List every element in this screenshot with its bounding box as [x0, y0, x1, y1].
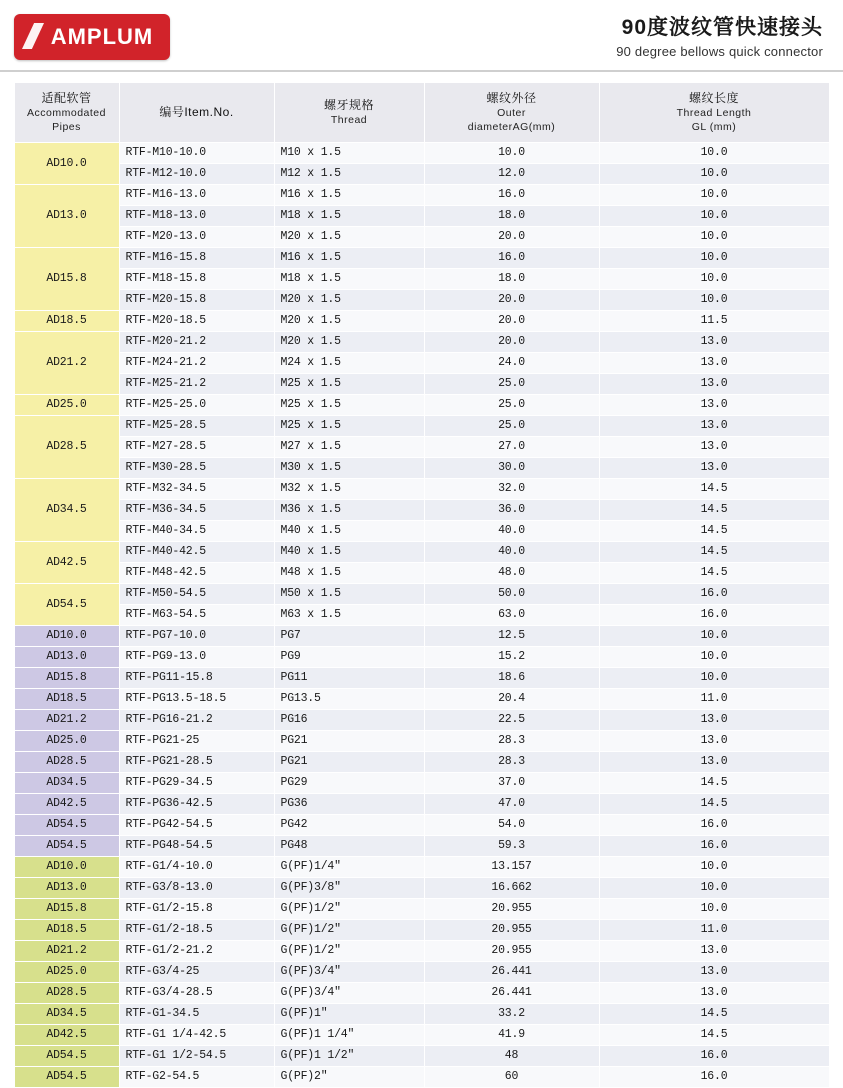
cell-thread-length: 16.0 [599, 604, 829, 625]
cell-thread-length: 16.0 [599, 1066, 829, 1087]
cell-outer-diameter: 50.0 [424, 583, 599, 604]
table-row [14, 856, 829, 877]
table-header-row [14, 83, 829, 143]
cell-item-no: RTF-PG7-10.0 [119, 625, 274, 646]
table-row [14, 1045, 829, 1066]
cell-outer-diameter: 12.5 [424, 625, 599, 646]
cell-thread-length: 14.5 [599, 1024, 829, 1045]
cell-outer-diameter: 18.0 [424, 205, 599, 226]
cell-thread: M50 x 1.5 [274, 583, 424, 604]
cell-item-no: RTF-M63-54.5 [119, 604, 274, 625]
cell-item-no: RTF-M27-28.5 [119, 436, 274, 457]
cell-outer-diameter: 27.0 [424, 436, 599, 457]
cell-item-no: RTF-M10-10.0 [119, 142, 274, 163]
cell-accommodated-pipe: AD18.5 [14, 310, 119, 331]
column-header-thread [274, 83, 424, 143]
cell-item-no: RTF-G1 1/2-54.5 [119, 1045, 274, 1066]
table-body [14, 142, 829, 1087]
cell-thread-length: 13.0 [599, 982, 829, 1003]
cell-thread-length: 10.0 [599, 268, 829, 289]
cell-accommodated-pipe: AD28.5 [14, 415, 119, 478]
cell-outer-diameter: 26.441 [424, 982, 599, 1003]
cell-item-no: RTF-M48-42.5 [119, 562, 274, 583]
cell-accommodated-pipe: AD34.5 [14, 478, 119, 541]
cell-thread-length: 10.0 [599, 646, 829, 667]
cell-thread: M20 x 1.5 [274, 331, 424, 352]
cell-thread: G(PF)1 1/2″ [274, 1045, 424, 1066]
cell-accommodated-pipe: AD28.5 [14, 982, 119, 1003]
page-title-cn: 90度波纹管快速接头 [621, 15, 823, 39]
table-row [14, 961, 829, 982]
cell-item-no: RTF-G1/2-15.8 [119, 898, 274, 919]
cell-thread: G(PF)3/4″ [274, 982, 424, 1003]
cell-thread: G(PF)3/8″ [274, 877, 424, 898]
cell-thread: PG21 [274, 730, 424, 751]
cell-item-no: RTF-G2-54.5 [119, 1066, 274, 1087]
cell-thread: M40 x 1.5 [274, 541, 424, 562]
cell-item-no: RTF-M18-15.8 [119, 268, 274, 289]
table-row [14, 163, 829, 184]
cell-thread-length: 10.0 [599, 205, 829, 226]
cell-accommodated-pipe: AD42.5 [14, 541, 119, 583]
table-row [14, 940, 829, 961]
column-header-en-1: Accommodated [27, 107, 106, 120]
cell-thread: PG48 [274, 835, 424, 856]
column-header-en-1: Outer [497, 107, 526, 120]
cell-thread: G(PF)2″ [274, 1066, 424, 1087]
cell-accommodated-pipe: AD13.0 [14, 877, 119, 898]
column-header-cn: 编号Item.No. [159, 105, 234, 120]
cell-thread: PG9 [274, 646, 424, 667]
cell-outer-diameter: 32.0 [424, 478, 599, 499]
cell-accommodated-pipe: AD21.2 [14, 709, 119, 730]
cell-thread-length: 13.0 [599, 415, 829, 436]
title-block [616, 15, 829, 59]
cell-thread-length: 16.0 [599, 1045, 829, 1066]
cell-item-no: RTF-M36-34.5 [119, 499, 274, 520]
cell-thread-length: 11.5 [599, 310, 829, 331]
column-header-cn: 适配软管 [41, 91, 92, 105]
cell-accommodated-pipe: AD42.5 [14, 1024, 119, 1045]
cell-accommodated-pipe: AD54.5 [14, 835, 119, 856]
cell-thread: M18 x 1.5 [274, 205, 424, 226]
cell-item-no: RTF-G1 1/4-42.5 [119, 1024, 274, 1045]
cell-thread: M40 x 1.5 [274, 520, 424, 541]
logo-text: AMPLUM [50, 24, 154, 49]
table-row [14, 478, 829, 499]
cell-accommodated-pipe: AD25.0 [14, 394, 119, 415]
cell-item-no: RTF-G3/4-28.5 [119, 982, 274, 1003]
table-row [14, 289, 829, 310]
table-header [14, 83, 829, 143]
cell-outer-diameter: 18.0 [424, 268, 599, 289]
cell-thread: PG42 [274, 814, 424, 835]
cell-accommodated-pipe: AD13.0 [14, 184, 119, 247]
column-header-item-no [119, 83, 274, 143]
cell-thread-length: 14.5 [599, 1003, 829, 1024]
cell-accommodated-pipe: AD21.2 [14, 331, 119, 394]
cell-outer-diameter: 33.2 [424, 1003, 599, 1024]
cell-outer-diameter: 47.0 [424, 793, 599, 814]
cell-accommodated-pipe: AD54.5 [14, 1066, 119, 1087]
column-header-cn: 螺牙规格 [323, 98, 374, 113]
cell-outer-diameter: 10.0 [424, 142, 599, 163]
cell-accommodated-pipe: AD15.8 [14, 898, 119, 919]
table-row [14, 667, 829, 688]
table-row [14, 310, 829, 331]
cell-item-no: RTF-G3/8-13.0 [119, 877, 274, 898]
cell-thread-length: 10.0 [599, 289, 829, 310]
cell-item-no: RTF-PG29-34.5 [119, 772, 274, 793]
cell-item-no: RTF-M25-28.5 [119, 415, 274, 436]
cell-item-no: RTF-PG42-54.5 [119, 814, 274, 835]
cell-accommodated-pipe: AD34.5 [14, 1003, 119, 1024]
cell-item-no: RTF-M18-13.0 [119, 205, 274, 226]
table-row [14, 373, 829, 394]
table-row [14, 184, 829, 205]
brand-logo [14, 14, 170, 60]
cell-thread-length: 10.0 [599, 667, 829, 688]
cell-thread-length: 10.0 [599, 184, 829, 205]
cell-accommodated-pipe: AD54.5 [14, 814, 119, 835]
table-row [14, 436, 829, 457]
table-row [14, 205, 829, 226]
column-header-outer-diameter [424, 83, 599, 143]
table-row [14, 982, 829, 1003]
table-row [14, 583, 829, 604]
cell-thread-length: 13.0 [599, 751, 829, 772]
cell-item-no: RTF-M12-10.0 [119, 163, 274, 184]
cell-thread-length: 13.0 [599, 373, 829, 394]
cell-outer-diameter: 41.9 [424, 1024, 599, 1045]
cell-thread: PG21 [274, 751, 424, 772]
table-row [14, 877, 829, 898]
cell-thread: M24 x 1.5 [274, 352, 424, 373]
specification-table [14, 82, 830, 1088]
cell-item-no: RTF-G1-34.5 [119, 1003, 274, 1024]
cell-thread: PG7 [274, 625, 424, 646]
cell-outer-diameter: 20.955 [424, 919, 599, 940]
cell-outer-diameter: 28.3 [424, 751, 599, 772]
cell-accommodated-pipe: AD25.0 [14, 961, 119, 982]
cell-thread: PG11 [274, 667, 424, 688]
cell-accommodated-pipe: AD10.0 [14, 625, 119, 646]
cell-thread: M63 x 1.5 [274, 604, 424, 625]
cell-thread-length: 10.0 [599, 877, 829, 898]
cell-item-no: RTF-PG13.5-18.5 [119, 688, 274, 709]
table-row [14, 352, 829, 373]
table-row [14, 898, 829, 919]
cell-outer-diameter: 20.0 [424, 310, 599, 331]
cell-thread-length: 16.0 [599, 835, 829, 856]
cell-thread-length: 13.0 [599, 331, 829, 352]
cell-outer-diameter: 63.0 [424, 604, 599, 625]
cell-thread: G(PF)3/4″ [274, 961, 424, 982]
cell-outer-diameter: 24.0 [424, 352, 599, 373]
cell-thread: PG36 [274, 793, 424, 814]
table-row [14, 709, 829, 730]
cell-thread-length: 13.0 [599, 709, 829, 730]
table-row [14, 499, 829, 520]
cell-item-no: RTF-PG36-42.5 [119, 793, 274, 814]
cell-item-no: RTF-G1/4-10.0 [119, 856, 274, 877]
cell-thread-length: 14.5 [599, 772, 829, 793]
cell-thread: PG29 [274, 772, 424, 793]
table-row [14, 247, 829, 268]
table-row [14, 688, 829, 709]
page-title-en: 90 degree bellows quick connector [616, 44, 823, 60]
cell-outer-diameter: 37.0 [424, 772, 599, 793]
cell-thread: M27 x 1.5 [274, 436, 424, 457]
cell-thread-length: 14.5 [599, 499, 829, 520]
cell-item-no: RTF-PG48-54.5 [119, 835, 274, 856]
column-header-accommodated-pipes [14, 83, 119, 143]
table-row [14, 1003, 829, 1024]
cell-thread-length: 16.0 [599, 814, 829, 835]
cell-thread: M18 x 1.5 [274, 268, 424, 289]
cell-accommodated-pipe: AD54.5 [14, 1045, 119, 1066]
table-row [14, 751, 829, 772]
table-row [14, 604, 829, 625]
table-row [14, 814, 829, 835]
cell-item-no: RTF-M50-54.5 [119, 583, 274, 604]
cell-thread: M10 x 1.5 [274, 142, 424, 163]
cell-item-no: RTF-G1/2-21.2 [119, 940, 274, 961]
cell-item-no: RTF-M20-13.0 [119, 226, 274, 247]
cell-outer-diameter: 20.0 [424, 289, 599, 310]
table-row [14, 520, 829, 541]
cell-thread: M25 x 1.5 [274, 415, 424, 436]
cell-outer-diameter: 16.0 [424, 184, 599, 205]
cell-thread: M20 x 1.5 [274, 226, 424, 247]
cell-outer-diameter: 16.0 [424, 247, 599, 268]
cell-thread-length: 14.5 [599, 541, 829, 562]
cell-item-no: RTF-M25-25.0 [119, 394, 274, 415]
cell-outer-diameter: 16.662 [424, 877, 599, 898]
cell-item-no: RTF-M40-42.5 [119, 541, 274, 562]
column-header-cn: 螺纹长度 [688, 91, 739, 105]
cell-accommodated-pipe: AD18.5 [14, 919, 119, 940]
cell-outer-diameter: 15.2 [424, 646, 599, 667]
column-header-thread-length [599, 83, 829, 143]
cell-thread-length: 14.5 [599, 520, 829, 541]
cell-outer-diameter: 59.3 [424, 835, 599, 856]
cell-thread: M48 x 1.5 [274, 562, 424, 583]
table-row [14, 415, 829, 436]
cell-accommodated-pipe: AD15.8 [14, 667, 119, 688]
cell-item-no: RTF-PG9-13.0 [119, 646, 274, 667]
cell-thread-length: 10.0 [599, 163, 829, 184]
cell-thread: M25 x 1.5 [274, 373, 424, 394]
cell-thread: M32 x 1.5 [274, 478, 424, 499]
cell-thread-length: 13.0 [599, 394, 829, 415]
cell-outer-diameter: 22.5 [424, 709, 599, 730]
cell-accommodated-pipe: AD28.5 [14, 751, 119, 772]
cell-item-no: RTF-M20-21.2 [119, 331, 274, 352]
column-header-en-1: Thread Length [676, 107, 752, 120]
cell-item-no: RTF-M20-15.8 [119, 289, 274, 310]
table-row [14, 1024, 829, 1045]
table-row [14, 646, 829, 667]
cell-outer-diameter: 48.0 [424, 562, 599, 583]
table-row [14, 835, 829, 856]
cell-thread-length: 14.5 [599, 562, 829, 583]
cell-thread-length: 10.0 [599, 142, 829, 163]
cell-accommodated-pipe: AD21.2 [14, 940, 119, 961]
table-row [14, 919, 829, 940]
cell-accommodated-pipe: AD10.0 [14, 142, 119, 184]
cell-thread-length: 11.0 [599, 919, 829, 940]
cell-thread: PG13.5 [274, 688, 424, 709]
cell-outer-diameter: 40.0 [424, 520, 599, 541]
cell-item-no: RTF-M16-15.8 [119, 247, 274, 268]
column-header-en-1: Thread [330, 114, 368, 127]
cell-thread: G(PF)1″ [274, 1003, 424, 1024]
cell-thread-length: 10.0 [599, 247, 829, 268]
cell-outer-diameter: 48 [424, 1045, 599, 1066]
cell-item-no: RTF-PG21-25 [119, 730, 274, 751]
cell-thread-length: 10.0 [599, 226, 829, 247]
cell-outer-diameter: 18.6 [424, 667, 599, 688]
cell-thread: M25 x 1.5 [274, 394, 424, 415]
cell-outer-diameter: 40.0 [424, 541, 599, 562]
cell-outer-diameter: 20.0 [424, 226, 599, 247]
cell-thread-length: 13.0 [599, 436, 829, 457]
cell-item-no: RTF-G1/2-18.5 [119, 919, 274, 940]
cell-outer-diameter: 20.955 [424, 898, 599, 919]
table-row [14, 793, 829, 814]
cell-item-no: RTF-G3/4-25 [119, 961, 274, 982]
cell-thread: G(PF)1/2″ [274, 898, 424, 919]
table-row [14, 772, 829, 793]
cell-thread: M30 x 1.5 [274, 457, 424, 478]
cell-outer-diameter: 20.955 [424, 940, 599, 961]
cell-thread: M12 x 1.5 [274, 163, 424, 184]
cell-item-no: RTF-M30-28.5 [119, 457, 274, 478]
cell-item-no: RTF-M20-18.5 [119, 310, 274, 331]
table-row [14, 394, 829, 415]
cell-accommodated-pipe: AD10.0 [14, 856, 119, 877]
cell-accommodated-pipe: AD54.5 [14, 583, 119, 625]
cell-thread: G(PF)1/4″ [274, 856, 424, 877]
cell-thread-length: 13.0 [599, 352, 829, 373]
cell-thread-length: 13.0 [599, 457, 829, 478]
cell-outer-diameter: 26.441 [424, 961, 599, 982]
cell-outer-diameter: 13.157 [424, 856, 599, 877]
cell-item-no: RTF-M25-21.2 [119, 373, 274, 394]
cell-outer-diameter: 12.0 [424, 163, 599, 184]
cell-item-no: RTF-M24-21.2 [119, 352, 274, 373]
table-row [14, 268, 829, 289]
cell-outer-diameter: 25.0 [424, 394, 599, 415]
cell-accommodated-pipe: AD13.0 [14, 646, 119, 667]
cell-thread: M16 x 1.5 [274, 184, 424, 205]
cell-accommodated-pipe: AD25.0 [14, 730, 119, 751]
table-row [14, 1066, 829, 1087]
cell-outer-diameter: 60 [424, 1066, 599, 1087]
page-header [0, 0, 843, 72]
cell-thread-length: 14.5 [599, 793, 829, 814]
cell-thread: G(PF)1/2″ [274, 940, 424, 961]
table-row [14, 331, 829, 352]
table-row [14, 541, 829, 562]
column-header-en-2: Pipes [52, 121, 81, 134]
cell-accommodated-pipe: AD18.5 [14, 688, 119, 709]
cell-thread-length: 13.0 [599, 940, 829, 961]
cell-item-no: RTF-PG16-21.2 [119, 709, 274, 730]
table-row [14, 457, 829, 478]
column-header-cn: 螺纹外径 [486, 91, 537, 105]
cell-thread-length: 16.0 [599, 583, 829, 604]
cell-thread-length: 14.5 [599, 478, 829, 499]
table-row [14, 226, 829, 247]
cell-thread: M36 x 1.5 [274, 499, 424, 520]
cell-outer-diameter: 25.0 [424, 415, 599, 436]
cell-item-no: RTF-M40-34.5 [119, 520, 274, 541]
cell-outer-diameter: 54.0 [424, 814, 599, 835]
cell-thread-length: 10.0 [599, 625, 829, 646]
cell-thread: M20 x 1.5 [274, 310, 424, 331]
cell-thread: M16 x 1.5 [274, 247, 424, 268]
cell-outer-diameter: 30.0 [424, 457, 599, 478]
table-row [14, 562, 829, 583]
cell-accommodated-pipe: AD34.5 [14, 772, 119, 793]
cell-outer-diameter: 28.3 [424, 730, 599, 751]
cell-outer-diameter: 20.0 [424, 331, 599, 352]
cell-accommodated-pipe: AD15.8 [14, 247, 119, 310]
cell-item-no: RTF-PG21-28.5 [119, 751, 274, 772]
cell-thread-length: 13.0 [599, 961, 829, 982]
cell-item-no: RTF-PG11-15.8 [119, 667, 274, 688]
cell-thread: PG16 [274, 709, 424, 730]
table-row [14, 625, 829, 646]
cell-thread-length: 11.0 [599, 688, 829, 709]
cell-thread: G(PF)1 1/4″ [274, 1024, 424, 1045]
column-header-en-2: GL (mm) [691, 121, 737, 134]
cell-accommodated-pipe: AD42.5 [14, 793, 119, 814]
table-row [14, 142, 829, 163]
cell-outer-diameter: 20.4 [424, 688, 599, 709]
cell-thread: G(PF)1/2″ [274, 919, 424, 940]
cell-item-no: RTF-M16-13.0 [119, 184, 274, 205]
cell-thread: M20 x 1.5 [274, 289, 424, 310]
table-row [14, 730, 829, 751]
cell-item-no: RTF-M32-34.5 [119, 478, 274, 499]
cell-thread-length: 10.0 [599, 898, 829, 919]
cell-thread-length: 13.0 [599, 730, 829, 751]
column-header-en-2: diameterAG(mm) [467, 121, 556, 134]
cell-outer-diameter: 25.0 [424, 373, 599, 394]
cell-outer-diameter: 36.0 [424, 499, 599, 520]
cell-thread-length: 10.0 [599, 856, 829, 877]
